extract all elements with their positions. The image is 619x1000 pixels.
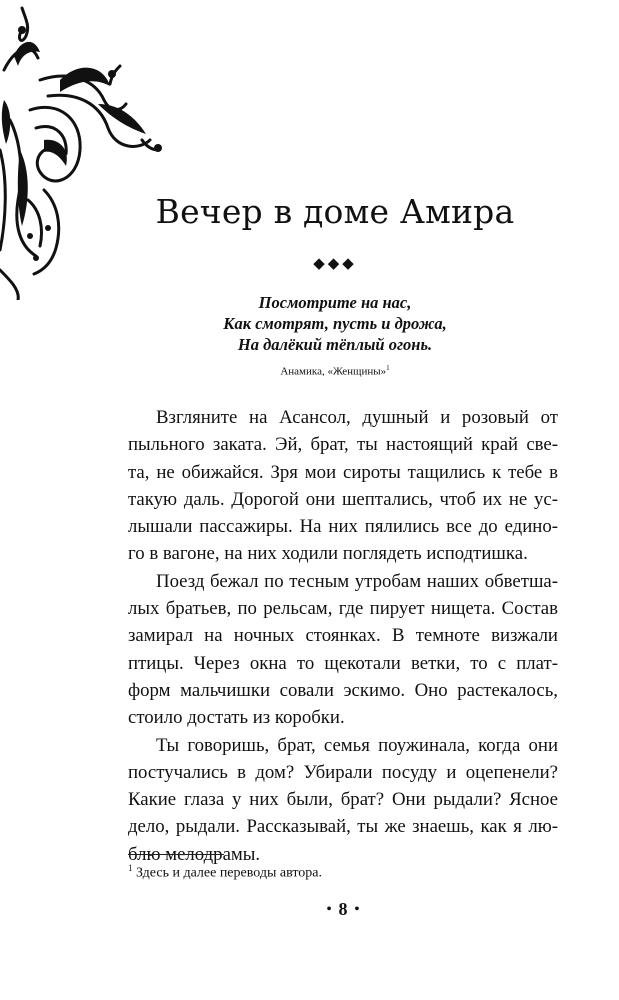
text-line: пыльного заката. Эй, брат, ты настоящий край све- bbox=[128, 434, 558, 456]
epigraph-line: Посмотрите на нас, bbox=[258, 293, 412, 312]
text-line: стоило достать из коробки. bbox=[128, 707, 345, 729]
text-line: го в вагоне, на них ходили поглядеть исподтишка. bbox=[128, 543, 528, 565]
footnote-divider bbox=[128, 854, 224, 855]
text-line: форм мальчишки совали эскимо. Оно растекалось, bbox=[128, 679, 558, 701]
footnote-reference: 1 bbox=[386, 364, 390, 372]
epigraph-source-text: Анамика, «Женщины» bbox=[280, 365, 387, 378]
text-line: лых братьев, по рельсам, где пирует нищета. Состав bbox=[128, 598, 558, 620]
page-number bbox=[128, 898, 558, 921]
text-line: замирал на ночных стоянках. В темноте визжали bbox=[128, 625, 558, 647]
paragraph bbox=[128, 568, 558, 732]
text-line: дело, рыдали. Рассказывай, ты же знаешь, как я лю- bbox=[128, 816, 558, 838]
epigraph-source bbox=[150, 361, 520, 379]
text-line: Ты говоришь, брат, семья поужинала, когда они bbox=[156, 734, 558, 756]
text-line: Взгляните на Асансол, душный и розовый от bbox=[156, 407, 558, 428]
epigraph-line: Как смотрят, пусть и дрожа, bbox=[223, 314, 447, 333]
footnote-text: Здесь и далее переводы автора. bbox=[132, 865, 322, 881]
text-line: Поезд бежал по тесным утробам наших обветша- bbox=[156, 570, 558, 592]
paragraph bbox=[128, 404, 558, 568]
body-text bbox=[128, 404, 558, 868]
title-separator: ◆◆◆ bbox=[313, 254, 357, 272]
text-line: такую даль. Дорогой они шептались, чтоб их не ус- bbox=[128, 488, 558, 510]
text-line: птицы. Через окна то щекотали ветки, то с плат- bbox=[128, 652, 558, 674]
page-number-dot: • bbox=[354, 902, 360, 917]
text-line: блю мелодрамы. bbox=[128, 843, 261, 865]
chapter-title: Вечер в доме Амира bbox=[155, 192, 515, 231]
epigraph bbox=[150, 292, 520, 379]
text-line: лышали пассажиры. На них пялились все до едино- bbox=[128, 516, 558, 538]
epigraph-line: На далёкий тёплый огонь. bbox=[237, 335, 433, 354]
page-number-value: 8 bbox=[338, 899, 348, 919]
text-line: постучались в дом? Убирали посуду и оцепенели? bbox=[128, 761, 558, 783]
text-line: та, не обижайся. Зря мои сироты тащились к тебе в bbox=[128, 461, 558, 483]
paisley-ornament-icon bbox=[0, 0, 165, 300]
footnote-marker: 1 bbox=[128, 863, 133, 873]
footnote bbox=[128, 859, 322, 883]
paragraph bbox=[128, 732, 558, 868]
page-number-dot: • bbox=[326, 902, 332, 917]
text-line: Какие глаза у них были, брат? Они рыдали? Ясное bbox=[128, 789, 558, 811]
